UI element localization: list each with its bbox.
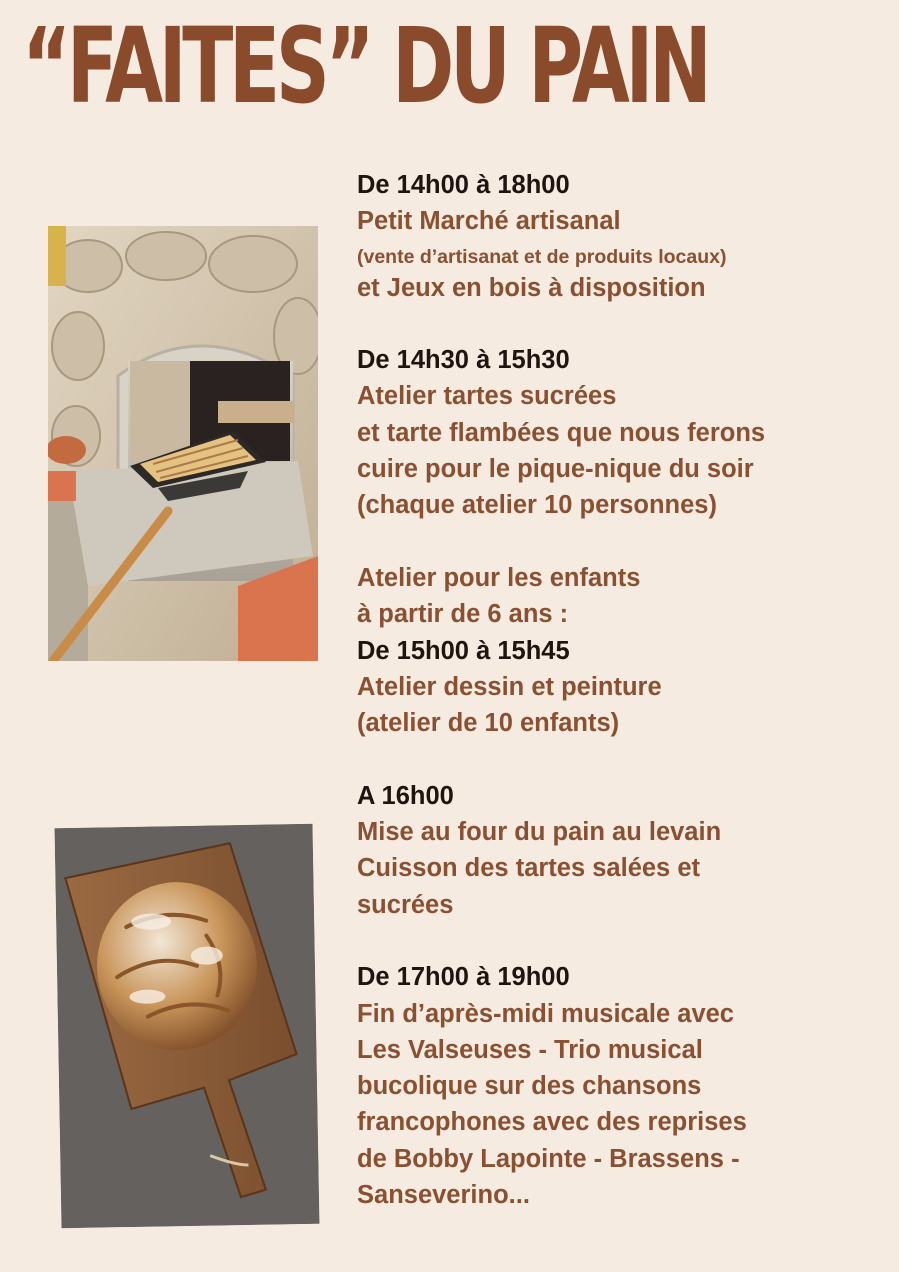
schedule-line: Cuisson des tartes salées et <box>357 854 700 883</box>
schedule-line: Fin d’après-midi musicale avec <box>357 999 734 1028</box>
schedule-item-baking <box>357 778 867 923</box>
schedule-line: et tarte flambées que nous ferons <box>357 418 766 447</box>
schedule-line: (atelier de 10 enfants) <box>357 709 620 738</box>
schedule-line: de Bobby Lapointe - Brassens - <box>357 1144 740 1173</box>
schedule-time: De 17h00 à 19h00 <box>357 963 570 992</box>
schedule-line: Atelier dessin et peinture <box>357 672 662 701</box>
bread-oven-photo <box>48 226 318 661</box>
schedule-line: sucrées <box>357 890 454 919</box>
schedule-item-kids-workshop <box>357 560 867 741</box>
schedule-line: Petit Marché artisanal <box>357 207 621 236</box>
schedule-line: bucolique sur des chansons <box>357 1072 702 1101</box>
schedule-line: cuire pour le pique-nique du soir <box>357 455 754 484</box>
schedule-time: A 16h00 <box>357 781 454 810</box>
schedule-line: (chaque atelier 10 personnes) <box>357 491 717 520</box>
sourdough-loaf-photo <box>55 824 320 1228</box>
schedule-line: francophones avec des reprises <box>357 1108 747 1137</box>
schedule-item-market <box>357 167 867 306</box>
schedule-time: De 14h00 à 18h00 <box>357 171 570 199</box>
schedule-time: De 15h00 à 15h45 <box>357 636 570 665</box>
schedule-line: Atelier tartes sucrées <box>357 382 617 411</box>
schedule-line: Mise au four du pain au levain <box>357 818 722 847</box>
schedule-line: Sanseverino... <box>357 1181 530 1210</box>
schedule-line: et Jeux en bois à disposition <box>357 273 706 302</box>
schedule-note: (vente d’artisanat et de produits locaux) <box>357 245 727 268</box>
schedule-line: Atelier pour les enfants <box>357 563 641 592</box>
schedule-time: De 14h30 à 15h30 <box>357 346 570 375</box>
schedule-item-music <box>357 959 867 1213</box>
schedule-line: Les Valseuses - Trio musical <box>357 1035 703 1064</box>
page-title: “FAITES” DU PAIN <box>22 5 708 127</box>
schedule-line: à partir de 6 ans : <box>357 600 569 629</box>
schedule-item-tart-workshop <box>357 342 867 523</box>
event-schedule <box>357 167 867 1250</box>
